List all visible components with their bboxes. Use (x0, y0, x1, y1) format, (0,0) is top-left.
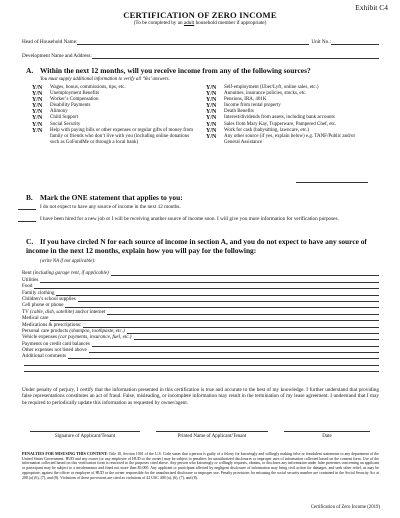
expense-label-text: Vehicle expenses (22, 334, 59, 341)
yes-no-selector[interactable]: Y/N (32, 109, 43, 116)
expense-label-detail: (including garage rent, if applicable) (32, 270, 109, 277)
expense-answer-field[interactable] (78, 297, 379, 302)
expense-label (22, 315, 50, 321)
expense-label-text: Medications & prescriptions: (22, 321, 82, 328)
expense-label-detail: (cable, dish, satellite) (29, 308, 75, 315)
date-field[interactable] (284, 431, 370, 432)
section-a-title: Within the next 12 months, will you receive income from any of the following sources? (40, 66, 311, 75)
yes-no-selector[interactable]: Y/N (32, 85, 43, 91)
expense-label-text: TV (22, 308, 30, 315)
form-footer: Certification of Zero Income (2019) (310, 505, 380, 510)
section-b-heading (26, 193, 183, 202)
yes-no-selector[interactable]: Y/N (32, 115, 43, 122)
form-title: CERTIFICATION OF ZERO INCOME (123, 10, 277, 20)
income-source-label: Work for cash (babysitting, lawncare, etc.) (224, 127, 310, 133)
expense-row (22, 347, 379, 353)
expense-answer-field[interactable] (24, 361, 379, 366)
option-no-income-checkbox[interactable] (18, 204, 36, 210)
expense-label-text: Rent (22, 270, 33, 277)
development-field[interactable] (92, 53, 379, 59)
income-source-label: Child Support (50, 115, 79, 121)
income-sources-right (206, 85, 372, 146)
section-c-note: (write NA if not applicable): (40, 259, 96, 264)
yes-no-selector[interactable]: Y/N (32, 121, 43, 128)
income-source-label: Alimony (50, 109, 68, 115)
date-label: Date (322, 434, 332, 439)
expense-answer-field[interactable] (92, 342, 379, 347)
expense-answer-field[interactable] (65, 303, 379, 308)
expense-label-text: Family clothing (22, 289, 55, 296)
development-row (22, 53, 379, 59)
section-b-letter: B. (26, 193, 33, 202)
expense-row (22, 359, 379, 365)
form-subtitle (0, 20, 400, 26)
income-source-label: Wages, bonus, commissions, tips, etc. (50, 85, 126, 90)
expense-answer-field[interactable] (68, 354, 379, 359)
income-source-label: Social Security (50, 121, 81, 127)
expense-row (22, 289, 379, 295)
income-source-label: Pensions, IRA, 401K (224, 97, 267, 103)
income-source-label: Income from rental property (224, 103, 281, 109)
subtitle-text: (To be completed by an (133, 20, 184, 26)
option-new-income-checkbox[interactable] (18, 216, 36, 222)
unit-no-field[interactable] (331, 39, 379, 45)
yes-no-selector[interactable]: Y/N (206, 133, 217, 140)
expense-label (22, 309, 107, 315)
section-c-heading (26, 238, 388, 255)
development-label: Development Name and Address: (22, 53, 92, 59)
section-a-note: You must supply additional information to verify all ‘Yes’ answers. (40, 77, 170, 82)
section-c-title: If you have circled N for each source of income in section A, and you do not expect to have any source of income in the next 12 months, explain how you will pay for the following: (26, 237, 367, 255)
expense-label-text: Medical care (22, 315, 49, 322)
income-source-label: Help with paying bills or other expenses or regular gifts of money from family or friends who don’t live with you (including online donations such as GoFundMe or through a local bank) (50, 127, 194, 145)
applicant-signature-label: Signature of Applicant/Tenant (54, 434, 116, 439)
expense-row (22, 340, 379, 346)
section-c-letter: C. (26, 237, 34, 246)
expense-answer-field[interactable] (40, 278, 379, 283)
expense-label (22, 341, 92, 347)
subtitle-emphasis: adult (183, 20, 195, 26)
expense-row (22, 334, 379, 340)
expense-label (22, 302, 65, 308)
expense-row (22, 283, 379, 289)
expense-label (22, 270, 111, 276)
expense-label-text: Personal care products (22, 327, 70, 334)
expense-label-text: Payments on credit card balances (22, 340, 90, 347)
income-source-label: Unemployment Benefits (50, 91, 100, 97)
expense-label-text: Other expenses not listed above (22, 347, 87, 354)
income-source-label: Self-employment (Uber/Lyft, online sales, etc.) (224, 85, 319, 90)
expense-label-suffix: and/or internet (74, 308, 106, 315)
expense-label-text: Cell phone or phone (22, 302, 64, 309)
yes-no-selector[interactable]: Y/N (206, 91, 217, 98)
printed-name-field[interactable] (156, 431, 268, 432)
income-source-label: Sales from Mary Kay, Tupperware, Pampered Chef, etc. (224, 121, 337, 127)
yes-no-selector[interactable]: Y/N (206, 115, 217, 122)
expense-row (22, 321, 379, 327)
expense-row (22, 315, 379, 321)
expense-answer-field[interactable] (111, 271, 379, 276)
income-sources-left (32, 85, 194, 146)
exhibit-label: Exhibit C4 (355, 3, 388, 12)
expense-row (22, 276, 379, 282)
option-new-income-text: I have been hired for a new job or I will be receiving another source of income soon. I will give you more information for verification purposes. (40, 216, 339, 222)
yes-no-selector[interactable]: Y/N (32, 127, 43, 134)
income-source-label: Death Benefits (224, 109, 254, 115)
section-b-title: Mark the ONE statement that applies to you: (40, 193, 183, 202)
expense-label-text: Food (22, 283, 33, 290)
expense-label-text: Children’s school supplies (22, 295, 76, 302)
expense-answer-field[interactable] (127, 329, 379, 334)
expense-label (22, 328, 127, 334)
expense-answer-field[interactable] (89, 348, 379, 353)
signature-block (22, 431, 379, 445)
yes-no-selector[interactable]: Y/N (206, 109, 217, 116)
expense-label (22, 322, 83, 328)
household-row (22, 39, 379, 45)
penalty-notice (22, 452, 379, 480)
income-source-label: Worker’s Compensation (50, 97, 99, 103)
yes-no-selector[interactable]: Y/N (206, 103, 217, 110)
expense-answer-field[interactable] (107, 310, 379, 315)
expense-row (22, 270, 379, 276)
expense-answer-field[interactable] (24, 367, 379, 372)
expense-answer-field[interactable] (56, 291, 379, 296)
yes-no-selector[interactable]: Y/N (206, 97, 217, 104)
income-source-label: Interest/dividends from assets, including bank accounts (224, 115, 335, 121)
income-source-label: Disability Payments (50, 103, 91, 109)
option-no-income (18, 204, 378, 210)
expense-answer-field[interactable] (34, 284, 379, 289)
yes-no-selector[interactable]: Y/N (32, 91, 43, 98)
income-source-label: Any other source (if yes, explain below) e.g. TANF/Public and/or General Assistance (224, 133, 356, 145)
expense-row (22, 353, 379, 359)
income-source-item (32, 128, 194, 146)
expense-label (22, 347, 89, 353)
expense-label-text: Utilities (22, 276, 39, 283)
expense-row (22, 308, 379, 314)
expense-answer-field[interactable] (83, 323, 379, 328)
yes-no-selector[interactable]: Y/N (32, 103, 43, 110)
section-a-letter: A. (26, 66, 34, 75)
expense-row (22, 302, 379, 308)
expense-list (22, 270, 379, 372)
penalty-text: Title 18, Section 1001 of the U.S. Code states that a person is guilty of a felony for knowingly and willingly making false or fraudulent statements to any department of the United States Government. HUD and any owner (or any employee of HUD or the owner) may be subject to penalties for unauthorized disclosures or improper uses of information collected based on the consent form. Use of the information collected based on this verification form is restricted to the purposes cited above. Any person who knowingly or willingly requests, obtains, or discloses any information under false pretenses concerning an applicant or participant may be subject to a misdemeanor and fined not more than $5,000. Any applicant or participant affected by negligent disclosure of information may bring civil action for damages, and seek other relief, as may be appropriate, against the officer or employee of HUD or the owner responsible for the unauthorized disclosure or improper use. Penalty provisions for misusing the social security number are contained in the Social Security Act at 208 (a) (6), (7), and (8). Violations of these provisions are cited as violations of 42 USC 408 (a), (6), (7), and (8). (22, 452, 380, 480)
income-source-label: Annuities, insurance policies, stocks, etc. (224, 91, 307, 97)
expense-label-text: Additional comments (22, 353, 66, 360)
section-a-heading (26, 66, 388, 75)
expense-answer-field[interactable] (134, 335, 380, 340)
printed-name-label: Printed Name of Applicant/Tenant (177, 434, 247, 439)
other-source-explain-field[interactable] (296, 177, 368, 183)
expense-label-detail: (shampoo, toothpaste, etc.) (69, 327, 125, 334)
expense-label (22, 277, 40, 283)
expense-row (22, 296, 379, 302)
expense-label (22, 290, 56, 296)
expense-label (22, 283, 34, 289)
expense-answer-field[interactable] (50, 316, 379, 321)
applicant-signature-field[interactable] (30, 431, 140, 432)
subtitle-text-end: household member if appropriate) (194, 20, 267, 26)
unit-no-label: Unit No.: (311, 39, 331, 45)
expense-label (22, 334, 134, 340)
expense-label (22, 353, 68, 359)
household-member-field[interactable] (77, 39, 309, 45)
certification-statement: Under penalty of perjury, I certify that the information presented in this certification is true and accurate to the best of my knowledge. I further understand that providing false representations constitutes an act of fraud. False, misleading, or incomplete information may result in the termination of my lease agreement. I understand that I may be required to periodically update this information as requested by owner/agent. (22, 387, 379, 406)
option-new-income (18, 216, 378, 222)
yes-no-selector[interactable]: Y/N (206, 127, 217, 134)
household-member-label: Head of Household Name: (22, 39, 78, 45)
expense-label (22, 296, 78, 302)
expense-row (22, 366, 379, 372)
penalty-heading: PENALTIES FOR MISUSING THIS CONTENT: (22, 451, 108, 456)
yes-no-selector[interactable]: Y/N (206, 85, 217, 91)
option-no-income-text: I do not expect to have any source of income in the next 12 months. (40, 204, 181, 210)
income-source-item (206, 134, 372, 146)
yes-no-selector[interactable]: Y/N (32, 97, 43, 104)
expense-row (22, 328, 379, 334)
expense-label-detail: (car payments, insurance, fuel, etc.) (58, 334, 132, 341)
yes-no-selector[interactable]: Y/N (206, 121, 217, 128)
